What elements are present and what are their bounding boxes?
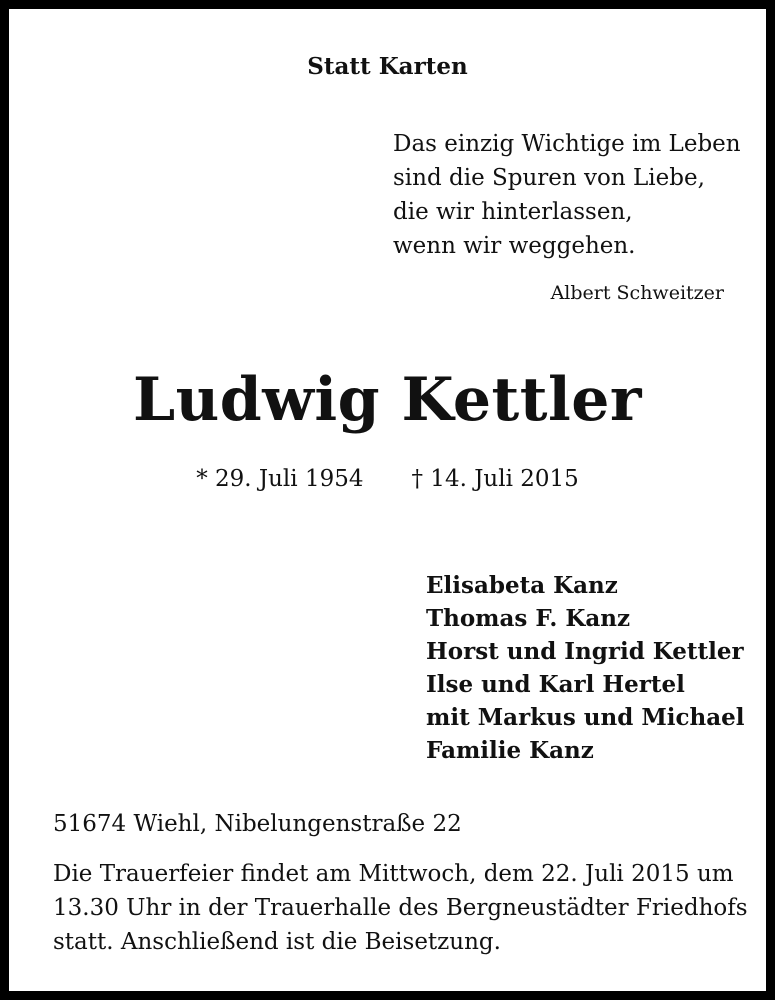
deceased-name: Ludwig Kettler bbox=[132, 365, 643, 435]
quote-line: die wir hinterlassen, bbox=[393, 199, 633, 225]
quote-line: Das einzig Wichtige im Leben bbox=[393, 131, 741, 157]
mourner-name: Elisabeta Kanz bbox=[426, 572, 618, 599]
mourner-name: Thomas F. Kanz bbox=[426, 605, 631, 632]
mourner-name: Familie Kanz bbox=[426, 737, 594, 764]
quote-line: wenn wir weggehen. bbox=[393, 233, 636, 259]
family-address: 51674 Wiehl, Nibelungenstraße 22 bbox=[53, 811, 462, 837]
service-line: statt. Anschließend ist die Beisetzung. bbox=[53, 929, 501, 955]
mourner-name: Horst und Ingrid Kettler bbox=[426, 638, 744, 665]
mourners-list bbox=[426, 569, 745, 767]
mourner-name: mit Markus und Michael bbox=[426, 704, 745, 731]
life-dates bbox=[9, 466, 766, 492]
mourner-name: Ilse und Karl Hertel bbox=[426, 671, 685, 698]
service-line: 13.30 Uhr in der Trauerhalle des Bergneustädter Friedhofs bbox=[53, 895, 748, 921]
quote-block bbox=[393, 127, 741, 263]
funeral-service-info bbox=[53, 857, 748, 959]
header-statt-karten: Statt Karten bbox=[307, 53, 468, 80]
service-line: Die Trauerfeier findet am Mittwoch, dem 22. Juli 2015 um bbox=[53, 861, 734, 887]
death-date: † 14. Juli 2015 bbox=[411, 466, 579, 492]
quote-line: sind die Spuren von Liebe, bbox=[393, 165, 705, 191]
quote-author: Albert Schweitzer bbox=[550, 282, 724, 304]
birth-date: * 29. Juli 1954 bbox=[196, 466, 364, 492]
